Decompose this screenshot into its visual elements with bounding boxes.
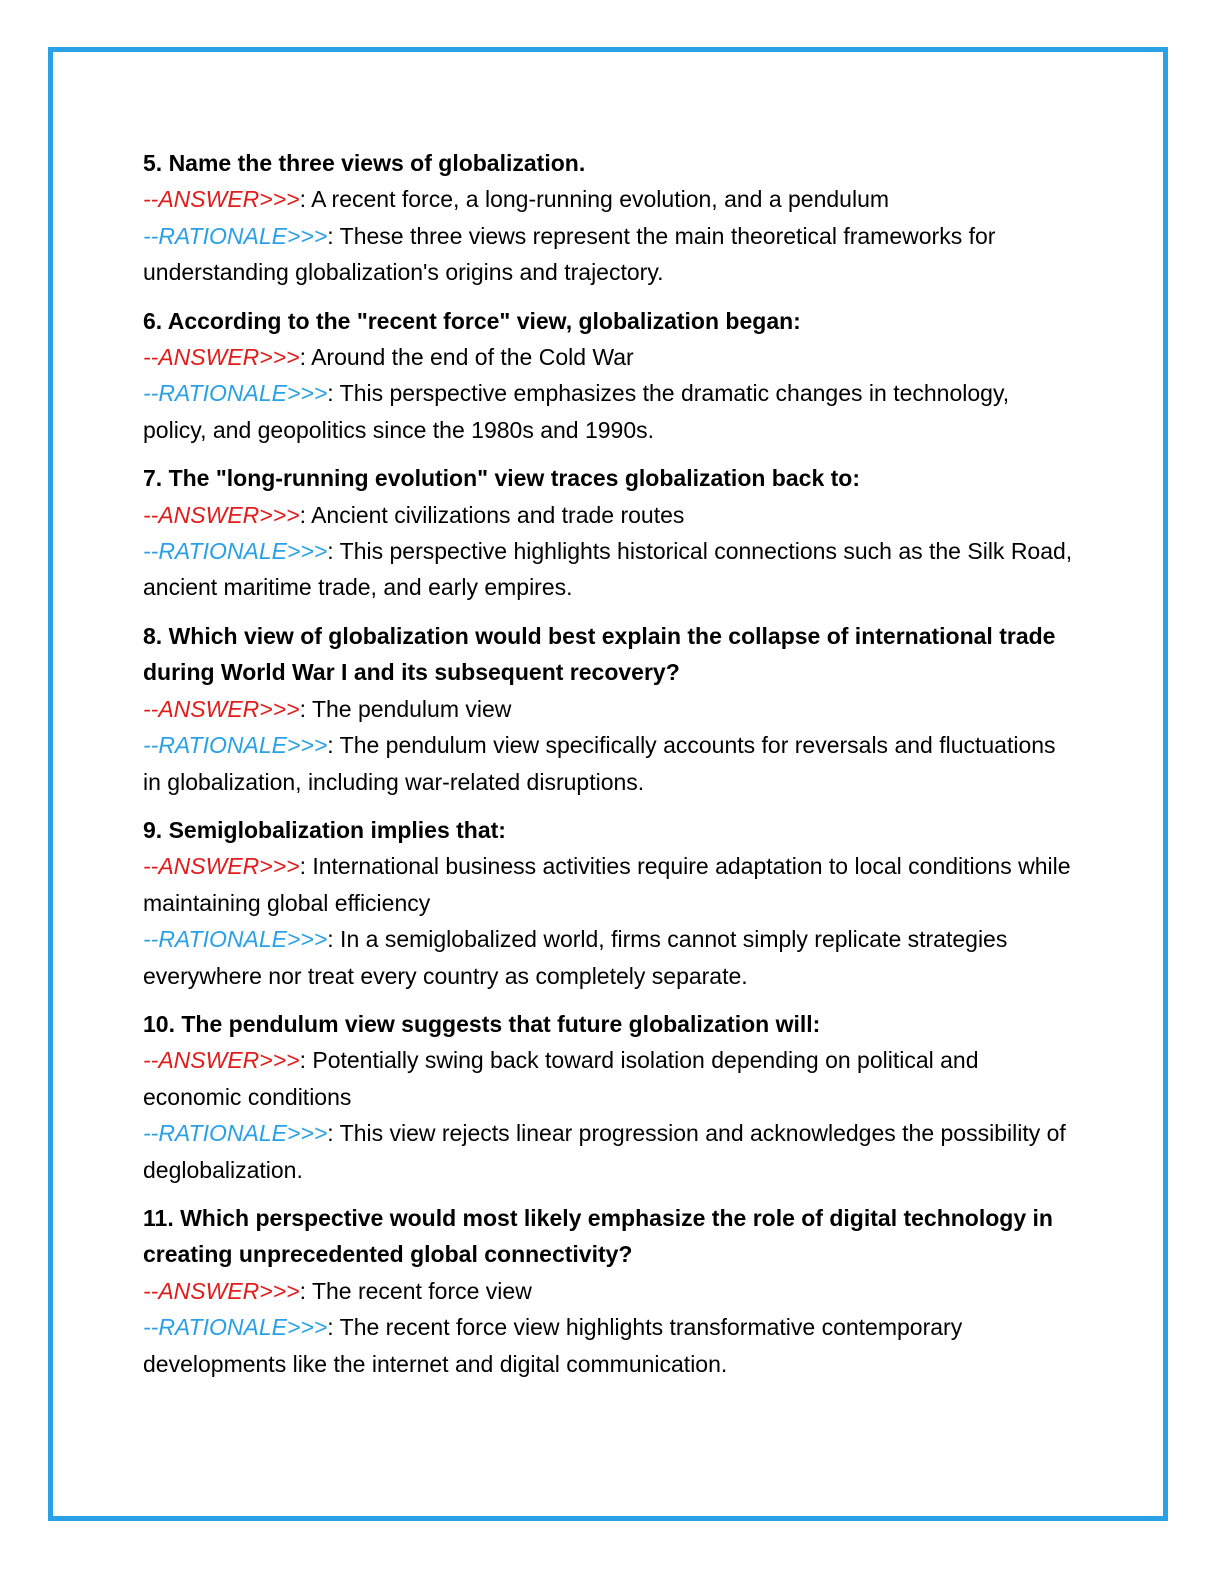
answer-tag: --ANSWER>>> xyxy=(143,853,300,880)
answer-text: : Potentially swing back toward isolation depending on political and economic conditions xyxy=(143,1047,979,1110)
rationale-line xyxy=(143,375,1078,448)
answer-text: : Around the end of the Cold War xyxy=(299,344,634,371)
rationale-text: : These three views represent the main theoretical frameworks for understanding globalization's origins and trajectory. xyxy=(143,222,996,286)
rationale-line xyxy=(143,218,1078,291)
answer-line xyxy=(143,848,1078,921)
question-text: 11. Which perspective would most likely emphasize the role of digital technology in creating unprecedented global connectivity? xyxy=(143,1204,1053,1268)
answer-tag: --ANSWER>>> xyxy=(143,1047,300,1074)
rationale-tag: --RATIONALE>>> xyxy=(143,538,328,565)
rationale-tag: --RATIONALE>>> xyxy=(143,380,328,407)
question-text: 9. Semiglobalization implies that: xyxy=(143,816,506,843)
question-text: 7. The "long-running evolution" view traces globalization back to: xyxy=(143,465,860,492)
rationale-text: : This perspective emphasizes the dramatic changes in technology, policy, and geopolitics since the 1980s and 1990s. xyxy=(143,380,1010,443)
question-text: 10. The pendulum view suggests that future globalization will: xyxy=(143,1010,821,1037)
rationale-tag: --RATIONALE>>> xyxy=(143,1314,328,1341)
answer-text: : The pendulum view xyxy=(299,695,512,722)
qa-list xyxy=(143,145,1078,1394)
answer-text: : International business activities require adaptation to local conditions while maintaining global efficiency xyxy=(143,853,1071,916)
rationale-text: : The pendulum view specifically accounts for reversals and fluctuations in globalization, including war-related disruptions. xyxy=(143,732,1056,795)
rationale-text: : This perspective highlights historical connections such as the Silk Road, ancient maritime trade, and early empires. xyxy=(143,538,1073,601)
rationale-tag: --RATIONALE>>> xyxy=(143,926,328,953)
rationale-tag: --RATIONALE>>> xyxy=(143,222,328,249)
qa-item-9 xyxy=(143,812,1078,994)
rationale-line xyxy=(143,1115,1078,1188)
rationale-tag: --RATIONALE>>> xyxy=(143,1120,328,1147)
answer-text: : The recent force view xyxy=(299,1277,532,1304)
question-text: 5. Name the three views of globalization. xyxy=(143,150,586,176)
qa-item-8 xyxy=(143,618,1078,800)
qa-item-6 xyxy=(143,303,1078,449)
qa-item-5 xyxy=(143,145,1078,291)
qa-item-7 xyxy=(143,460,1078,606)
question-text: 8. Which view of globalization would best explain the collapse of international trade during World War I and its subsequent recovery? xyxy=(143,622,1056,686)
answer-tag: --ANSWER>>> xyxy=(143,501,300,528)
qa-item-11 xyxy=(143,1200,1078,1382)
qa-item-10 xyxy=(143,1006,1078,1188)
answer-line xyxy=(143,1273,1078,1309)
answer-line xyxy=(143,497,1078,533)
rationale-line xyxy=(143,921,1078,994)
answer-line xyxy=(143,181,1078,217)
question-text: 6. According to the "recent force" view, globalization began: xyxy=(143,307,801,334)
rationale-line xyxy=(143,533,1078,606)
answer-tag: --ANSWER>>> xyxy=(143,695,300,722)
rationale-text: : This view rejects linear progression and acknowledges the possibility of deglobalization. xyxy=(143,1120,1066,1183)
answer-line xyxy=(143,691,1078,727)
rationale-tag: --RATIONALE>>> xyxy=(143,732,328,759)
answer-text: : Ancient civilizations and trade routes xyxy=(299,501,685,528)
answer-tag: --ANSWER>>> xyxy=(143,1277,300,1304)
rationale-text: : The recent force view highlights transformative contemporary developments like the internet and digital communication. xyxy=(143,1314,963,1377)
rationale-line xyxy=(143,727,1078,800)
answer-line xyxy=(143,339,1078,375)
rationale-text: : In a semiglobalized world, firms cannot simply replicate strategies everywhere nor treat every country as completely separate. xyxy=(143,926,1008,989)
rationale-line xyxy=(143,1309,1078,1382)
answer-tag: --ANSWER>>> xyxy=(143,344,300,371)
answer-tag: --ANSWER>>> xyxy=(143,186,300,213)
answer-text: : A recent force, a long-running evolution, and a pendulum xyxy=(299,186,890,213)
answer-line xyxy=(143,1042,1078,1115)
